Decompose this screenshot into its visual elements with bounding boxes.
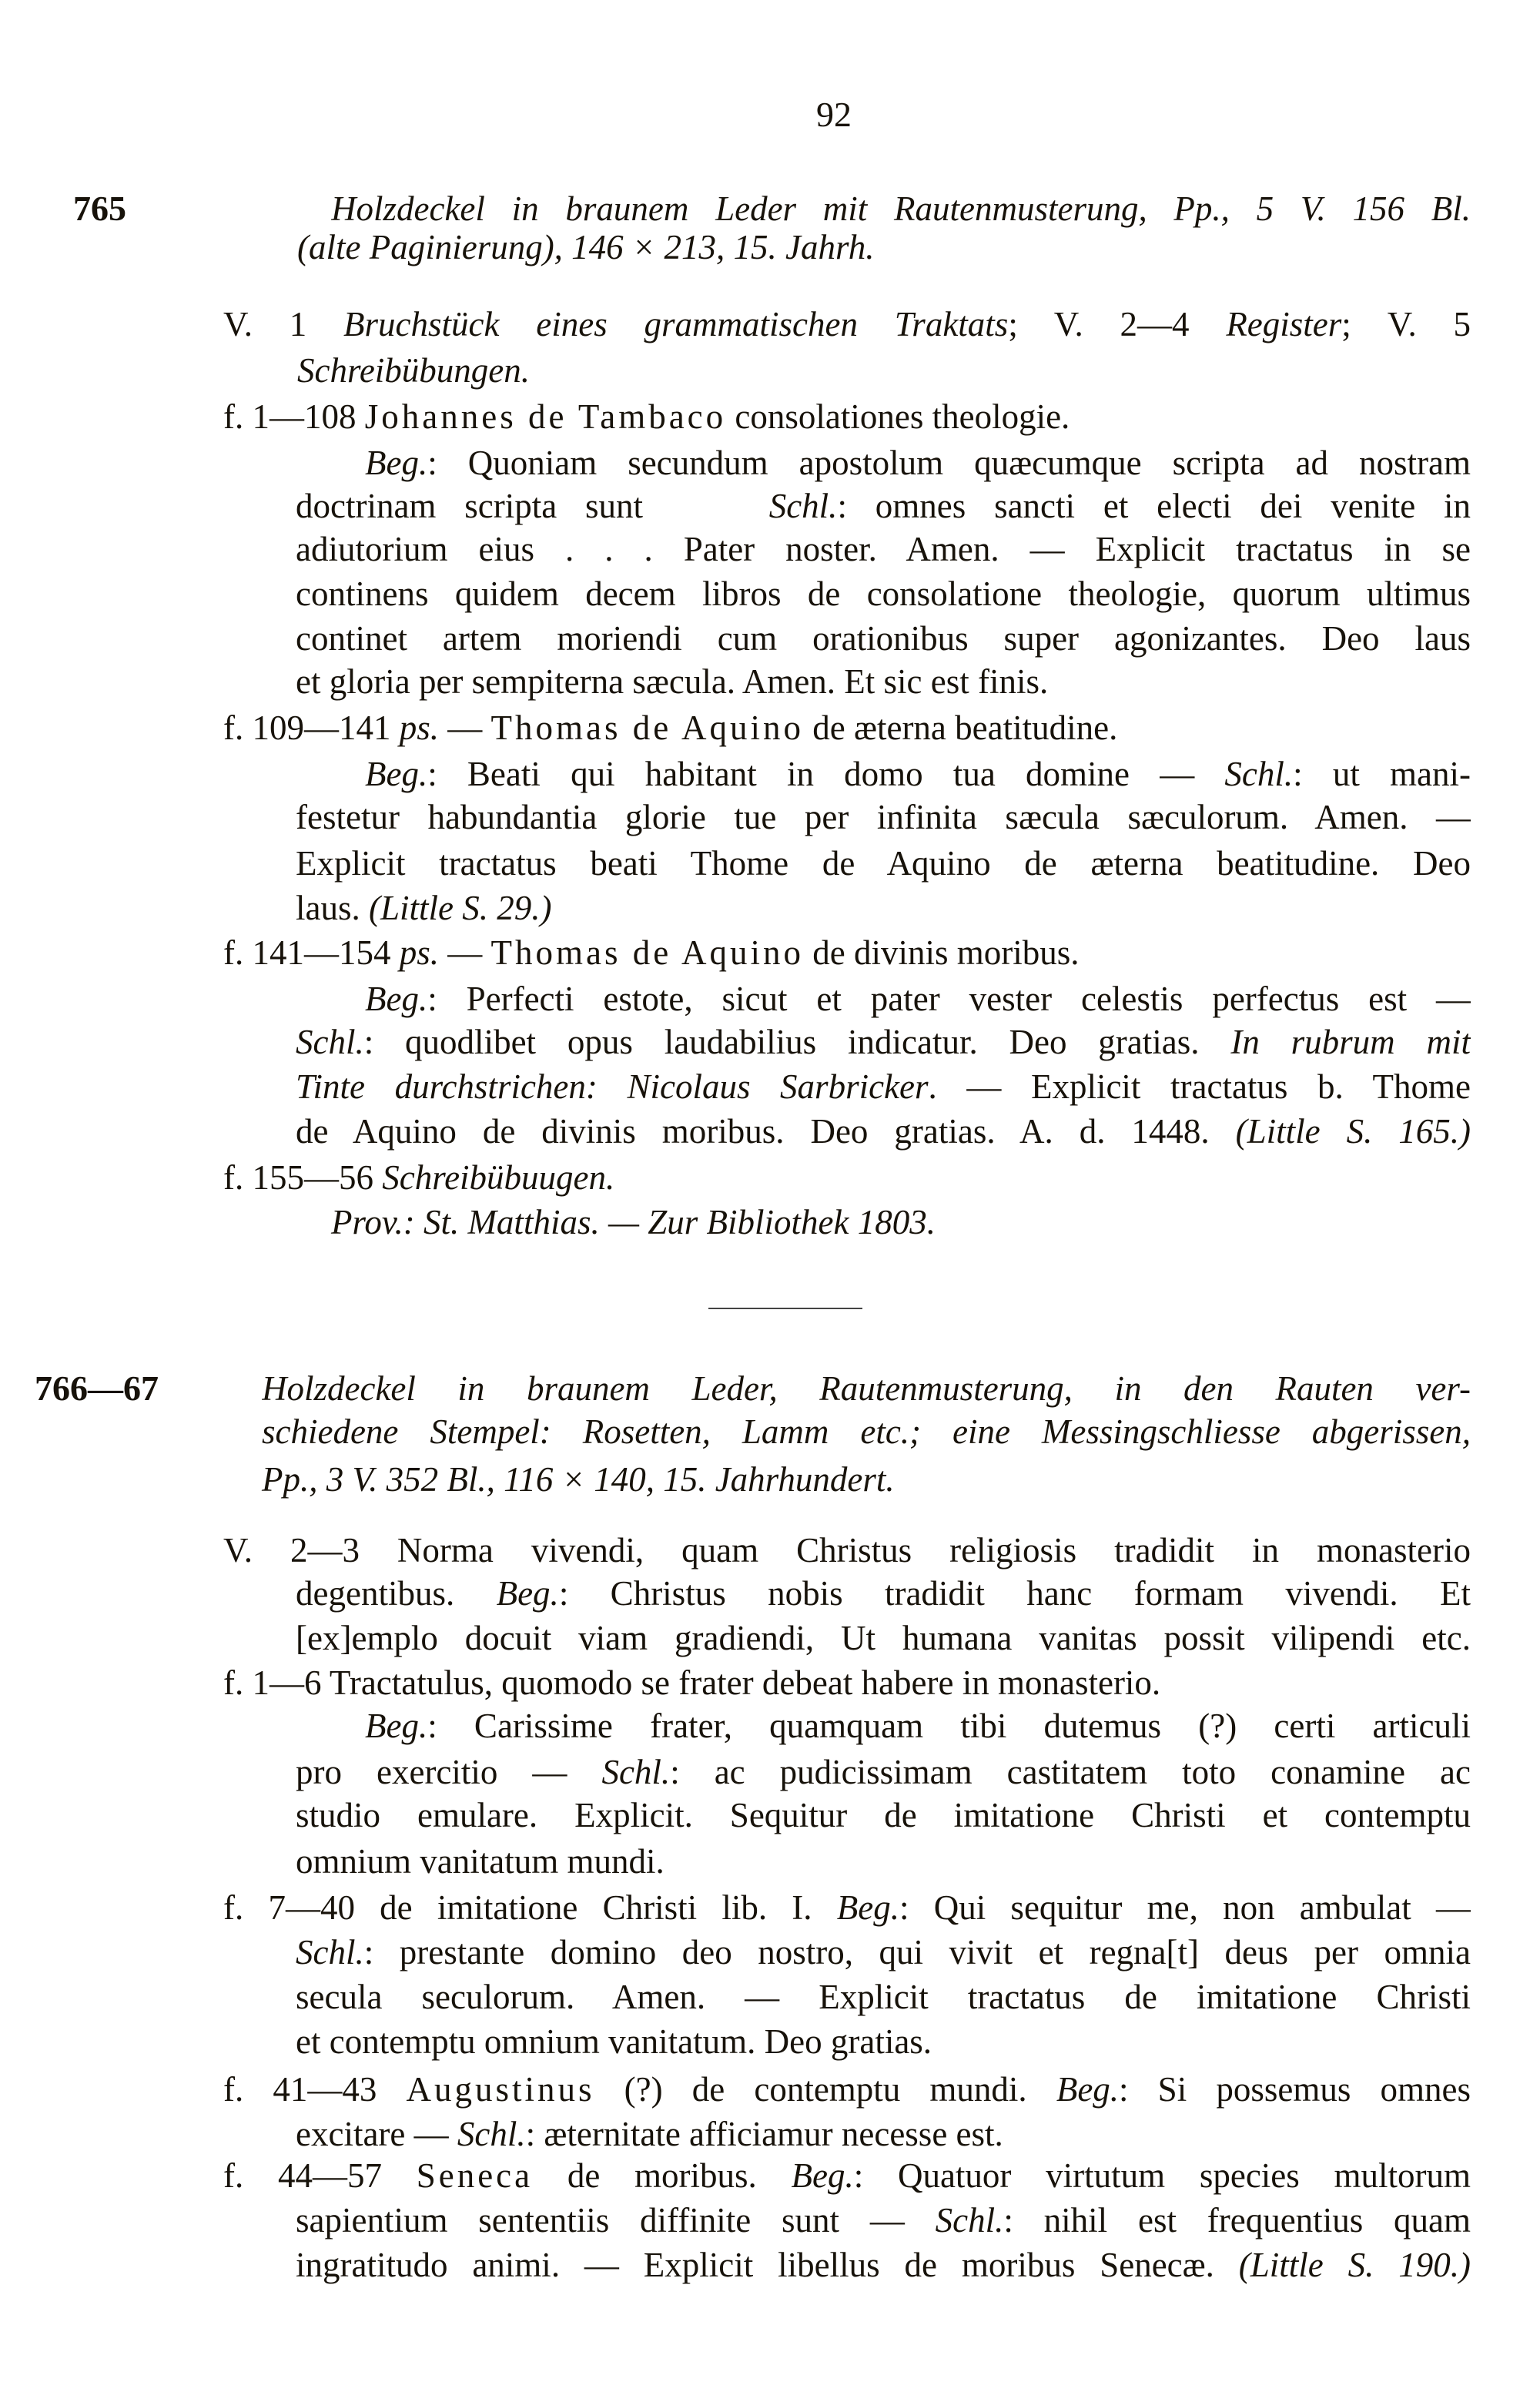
text-line: [365, 752, 1471, 796]
text-segment: : ac pudicissimam castitatem toto conamine ac: [670, 1753, 1471, 1791]
text-segment: f. 44—57: [223, 2156, 417, 2195]
text-segment: : prestante domino deo nostro, qui vivit et regna[t] deus per omnia: [363, 1933, 1471, 1972]
text-segment: —: [439, 933, 491, 972]
italic-text: schiedene Stempel: Rosetten, Lamm etc.; eine Messingschliesse abgerissen,: [262, 1412, 1471, 1451]
text-segment: : Beati qui habitant in domo tua domine —: [427, 755, 1225, 793]
spaced-name: Seneca: [416, 2156, 534, 2195]
text-line: [296, 795, 1471, 839]
text-line: [223, 302, 1471, 347]
italic-text: Bruchstück eines grammatischen Traktats: [343, 305, 1009, 343]
text-segment: omnium vanitatum mundi.: [296, 1842, 665, 1881]
text-line: [296, 2243, 1471, 2287]
text-line: [296, 1930, 1471, 1975]
text-segment: secula seculorum. Amen. — Explicit tractatus de imitatione Christi: [296, 1978, 1471, 2016]
italic-text: ps.: [399, 933, 440, 972]
page-number: 92: [816, 95, 852, 134]
text-segment: f. 155—56: [223, 1158, 383, 1197]
text-segment: de Aquino de divinis moribus. Deo gratias. A. d. 1448.: [296, 1112, 1236, 1151]
text-segment: degentibus.: [296, 1574, 497, 1613]
text-segment: : æternitate afficiamur necesse est.: [525, 2115, 1003, 2153]
text-line: [296, 659, 1471, 704]
italic-text: (Little S. 29.): [369, 889, 552, 927]
italic-text: Schl.: [935, 2201, 1004, 2240]
text-segment: f. 1—108: [223, 397, 365, 436]
text-line: [296, 2198, 1471, 2243]
italic-text: Schl.: [601, 1753, 671, 1791]
text-segment: et contemptu omnium vanitatum. Deo gratias.: [296, 2022, 932, 2061]
italic-text: (Little S. 165.): [1235, 1112, 1471, 1151]
text-segment: f. 7—40 de imitatione Christi lib. I.: [223, 1888, 837, 1927]
text-segment: V. 1: [223, 305, 344, 343]
italic-text: Pp., 3 V. 352 Bl., 116 × 140, 15. Jahrhundert.: [262, 1460, 895, 1499]
text-segment: : Quatuor virtutum species multorum: [853, 2156, 1471, 2195]
text-line: [296, 1839, 1471, 1884]
text-segment: f. 41—43: [223, 2070, 407, 2109]
italic-text: Holzdeckel in braunem Leder mit Rautenmusterung, Pp., 5 V. 156 Bl.: [331, 189, 1471, 228]
text-line: [296, 1109, 1471, 1154]
text-line: [296, 1020, 1471, 1064]
italic-text: Prov.: St. Matthias. — Zur Bibliothek 1803.: [331, 1203, 936, 1241]
text-segment: adiutorium eius . . . Pater noster. Amen. — Explicit tractatus in se: [296, 530, 1471, 568]
text-line: [365, 1704, 1471, 1748]
text-line: [296, 1975, 1471, 2019]
text-segment: doctrinam scripta sunt: [296, 487, 769, 525]
text-segment: ingratitudo animi. — Explicit libellus de moribus Senecæ.: [296, 2246, 1239, 2284]
text-segment: (?) de contemptu mundi.: [594, 2070, 1056, 2109]
text-line: [262, 1409, 1471, 1454]
text-line: [262, 1457, 1471, 1502]
text-segment: f. 141—154: [223, 933, 400, 972]
entry-number: 765: [73, 189, 126, 228]
text-segment: excitare —: [296, 2115, 457, 2153]
text-line: [331, 1200, 1471, 1245]
italic-text: ps.: [399, 709, 440, 747]
text-line: [297, 225, 1471, 270]
text-segment: : Si possemus omnes: [1119, 2070, 1471, 2109]
text-line: [296, 886, 1471, 930]
text-segment: [ex]emplo docuit viam gradiendi, Ut humana vanitas possit vilipendi etc.: [296, 1619, 1471, 1657]
text-segment: : quodlibet opus laudabilius indicatur. Deo gratias.: [363, 1023, 1231, 1061]
text-line: [296, 616, 1471, 661]
italic-text: Schl.: [768, 487, 838, 525]
italic-text: Beg.: [365, 980, 428, 1018]
italic-text: Schreibübuugen.: [382, 1158, 615, 1197]
text-line: [297, 348, 1471, 393]
italic-text: Beg.: [496, 1574, 559, 1613]
italic-text: Beg.: [365, 1707, 428, 1745]
text-segment: —: [439, 709, 491, 747]
text-segment: : Christus nobis tradidit hanc formam vivendi. Et: [558, 1574, 1471, 1613]
text-line: [296, 1616, 1471, 1660]
text-segment: : nihil est frequentius quam: [1003, 2201, 1471, 2240]
text-line: [223, 1528, 1471, 1573]
text-segment: laus.: [296, 889, 369, 927]
text-line: [223, 705, 1471, 750]
italic-text: Register: [1226, 305, 1342, 343]
text-line: [296, 1750, 1471, 1794]
text-line: [262, 1366, 1471, 1411]
text-segment: ; V. 2—4: [1008, 305, 1227, 343]
italic-text: Beg.: [365, 444, 428, 482]
text-segment: ; V. 5: [1341, 305, 1471, 343]
text-segment: f. 109—141: [223, 709, 400, 747]
text-segment: Explicit tractatus beati Thome de Aquino de æterna beatitudine. Deo: [296, 844, 1471, 883]
text-segment: : Qui sequitur me, non ambulat —: [899, 1888, 1471, 1927]
text-line: [296, 841, 1471, 886]
italic-text: Beg.: [836, 1888, 899, 1927]
text-line: [296, 1793, 1471, 1838]
italic-text: Schl.: [1224, 755, 1294, 793]
text-segment: de moribus.: [533, 2156, 792, 2195]
text-segment: continens quidem decem libros de consolatione theologie, quorum ultimus: [296, 575, 1471, 613]
text-segment: sapientium sententiis diffinite sunt —: [296, 2201, 936, 2240]
spaced-name: Thomas de Aquino: [490, 709, 804, 747]
text-segment: : Quoniam secundum apostolum quæcumque scripta ad nostram: [427, 444, 1471, 482]
text-segment: pro exercitio —: [296, 1753, 602, 1791]
entry-number: 766—67: [35, 1369, 159, 1408]
text-segment: . — Explicit tractatus b. Thome: [928, 1067, 1471, 1106]
italic-text: (alte Paginierung), 146 × 213, 15. Jahrh.: [297, 228, 875, 266]
text-line: [223, 1155, 1471, 1200]
text-line: [296, 1571, 1471, 1616]
section-divider: [708, 1308, 862, 1309]
text-line: [296, 527, 1471, 571]
text-segment: et gloria per sempiterna sæcula. Amen. Et sic est finis.: [296, 662, 1049, 701]
text-line: [223, 1660, 1471, 1705]
text-line: [296, 571, 1471, 616]
italic-text: Schl.: [457, 2115, 526, 2153]
text-segment: festetur habundantia glorie tue per infinita sæcula sæculorum. Amen. —: [296, 798, 1471, 836]
text-line: [296, 484, 1471, 528]
text-line: [296, 1064, 1471, 1109]
text-segment: studio emulare. Explicit. Sequitur de imitatione Christi et contemptu: [296, 1796, 1471, 1834]
text-line: [296, 2019, 1471, 2064]
text-line: [365, 977, 1471, 1021]
italic-text: Beg.: [791, 2156, 854, 2195]
text-segment: continet artem moriendi cum orationibus super agonizantes. Deo laus: [296, 619, 1471, 658]
text-segment: : Perfecti estote, sicut et pater vester celestis perfectus est —: [427, 980, 1471, 1018]
text-line: [223, 1885, 1471, 1930]
text-line: [365, 441, 1471, 485]
text-line: [223, 930, 1471, 975]
spaced-name: Thomas de Aquino: [490, 933, 804, 972]
spaced-name: Augustinus: [406, 2070, 595, 2109]
italic-text: Schl.: [296, 1933, 364, 1972]
italic-text: Beg.: [365, 755, 428, 793]
italic-text: Schreibübungen.: [297, 351, 531, 390]
italic-text: Schl.: [296, 1023, 364, 1061]
italic-text: Tinte durchstrichen: Nicolaus Sarbricker: [296, 1067, 929, 1106]
italic-text: (Little S. 190.): [1238, 2246, 1471, 2284]
text-line: [296, 2112, 1471, 2156]
text-segment: de divinis moribus.: [803, 933, 1080, 972]
text-segment: de æterna beatitudine.: [803, 709, 1118, 747]
text-segment: : omnes sancti et electi dei venite in: [837, 487, 1471, 525]
italic-text: Holzdeckel in braunem Leder, Rautenmusterung, in den Rauten ver-: [262, 1369, 1471, 1408]
text-segment: : ut mani-: [1293, 755, 1471, 793]
text-line: [223, 2067, 1471, 2112]
italic-text: In rubrum mit: [1230, 1023, 1471, 1061]
italic-text: Beg.: [1056, 2070, 1120, 2109]
text-segment: : Carissime frater, quamquam tibi dutemus (?) certi articuli: [427, 1707, 1471, 1745]
text-segment: V. 2—3 Norma vivendi, quam Christus religiosis tradidit in monasterio: [223, 1531, 1471, 1570]
text-line: [223, 2153, 1471, 2198]
spaced-name: Johannes de Tambaco: [364, 397, 727, 436]
text-line: [223, 394, 1471, 439]
text-segment: consolationes theologie.: [726, 397, 1070, 436]
text-segment: f. 1—6 Tractatulus, quomodo se frater debeat habere in monasterio.: [223, 1663, 1161, 1702]
